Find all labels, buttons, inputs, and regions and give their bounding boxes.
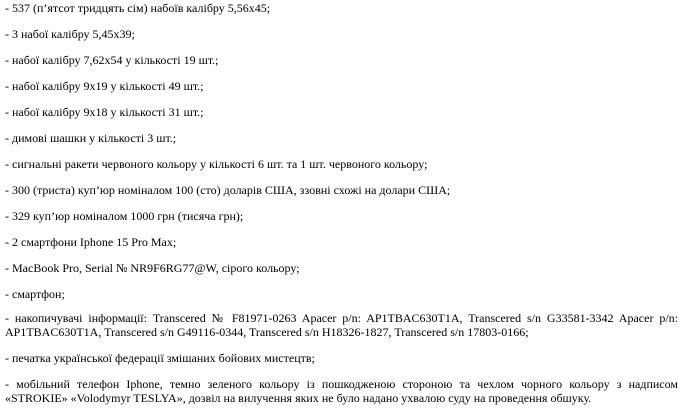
list-item: - набої калібру 7,62х54 у кількості 19 шт.;: [5, 53, 219, 67]
list-item: - печатка української федерації змішаних бойових мистецтв;: [5, 351, 315, 365]
list-item: - 329 куп’юр номіналом 1000 грн (тисяча грн);: [5, 209, 244, 223]
list-item: - MacBook Pro, Serial № NR9F6RG77@W, сірого кольору;: [5, 261, 300, 275]
list-item: - мобільний телефон Iphone, темно зеленого кольору із пошкодженою стороною та чехлом чорного кольору з надписом «STROKIE» «Volodymyr TESLYA», дозвіл на вилучення яких не було надано ухвалою суду на проведення обшуку.: [5, 377, 678, 405]
list-item: - смартфон;: [5, 287, 65, 301]
list-item: - сигнальні ракети червоного кольору у кількості 6 шт. та 1 шт. червоного кольору;: [5, 157, 428, 171]
list-item: - накопичувачі інформації: Transcered № F81971-0263 Apacer p/n: AP1TBAC630T1A, Transcered s/n G33581-3342 Apacer p/n: AP1TBAC630T1A, Transcered s/n G49116-0344, Transcered s/n H18326-1827, Transcered s/n 17803-0166;: [5, 311, 678, 339]
list-item: - 537 (п’ятсот тридцять сім) набоїв калібру 5,56х45;: [5, 1, 271, 15]
list-item: - набої калібру 9х18 у кількості 31 шт.;: [5, 105, 204, 119]
list-item: - димові шашки у кількості 3 шт.;: [5, 131, 177, 145]
list-item: - 3 набої калібру 5,45х39;: [5, 27, 135, 41]
list-item: - 2 смартфони Iphone 15 Pro Max;: [5, 235, 177, 249]
list-item: - набої калібру 9х19 у кількості 49 шт.;: [5, 79, 204, 93]
list-item: - 300 (триста) куп’юр номіналом 100 (сто) доларів США, ззовні схожі на долари США;: [5, 183, 451, 197]
